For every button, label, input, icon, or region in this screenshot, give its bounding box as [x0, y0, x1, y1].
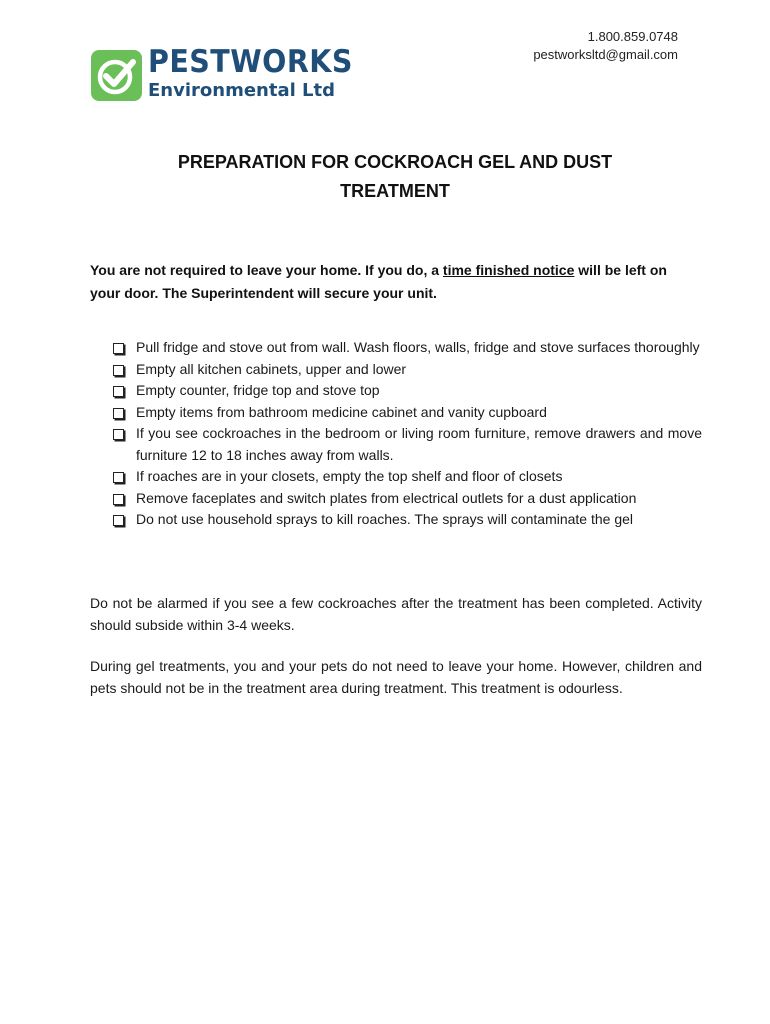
- title-line-1: PREPARATION FOR COCKROACH GEL AND DUST: [177, 152, 613, 172]
- list-item: Empty items from bathroom medicine cabinet and vanity cupboard: [90, 402, 702, 424]
- logo-name: PESTWORKS: [148, 44, 353, 80]
- gel-treatment-paragraph: During gel treatments, you and your pets do not need to leave your home. However, children and pets should not be in the treatment area during treatment. This treatment is odourless.: [90, 658, 702, 696]
- reassurance-paragraph: Do not be alarmed if you see a few cockroaches after the treatment has been completed. Activity should subside within 3-4 weeks.: [90, 595, 702, 633]
- page-title: [0, 148, 770, 206]
- email-address: pestworksltd@gmail.com: [533, 47, 678, 62]
- list-item: Remove faceplates and switch plates from electrical outlets for a dust application: [90, 488, 702, 510]
- checkbox-icon: [113, 472, 124, 483]
- list-item: Empty all kitchen cabinets, upper and lower: [90, 359, 702, 381]
- intro-text-1: You are not required to leave your home. If you do, a: [90, 262, 443, 278]
- checkbox-icon: [113, 343, 124, 354]
- contact-block: [533, 28, 678, 64]
- list-item: If you see cockroaches in the bedroom or living room furniture, remove drawers and move furniture 12 to 18 inches away from walls.: [90, 423, 702, 466]
- preparation-checklist: [90, 337, 702, 531]
- list-item: If roaches are in your closets, empty the top shelf and floor of closets: [90, 466, 702, 488]
- list-item: Pull fridge and stove out from wall. Wash floors, walls, fridge and stove surfaces thoroughly: [90, 337, 702, 359]
- list-item: Do not use household sprays to kill roaches. The sprays will contaminate the gel: [90, 509, 702, 531]
- intro-paragraph: [90, 259, 690, 305]
- title-line-2: TREATMENT: [340, 181, 450, 201]
- company-logo: [91, 44, 353, 104]
- phone-number: 1.800.859.0748: [587, 29, 678, 44]
- checkbox-icon: [113, 515, 124, 526]
- checkbox-icon: [113, 429, 124, 440]
- checkbox-icon: [113, 365, 124, 376]
- intro-text-2: will be left on your door. The Superintendent will secure your unit.: [90, 262, 667, 301]
- checkbox-icon: [113, 408, 124, 419]
- logo-subtitle: Environmental Ltd: [148, 80, 335, 101]
- checkbox-icon: [113, 386, 124, 397]
- checkmark-icon: [91, 50, 142, 101]
- time-finished-notice-link: time finished notice: [442, 262, 575, 278]
- list-item: Empty counter, fridge top and stove top: [90, 380, 702, 402]
- checkbox-icon: [113, 494, 124, 505]
